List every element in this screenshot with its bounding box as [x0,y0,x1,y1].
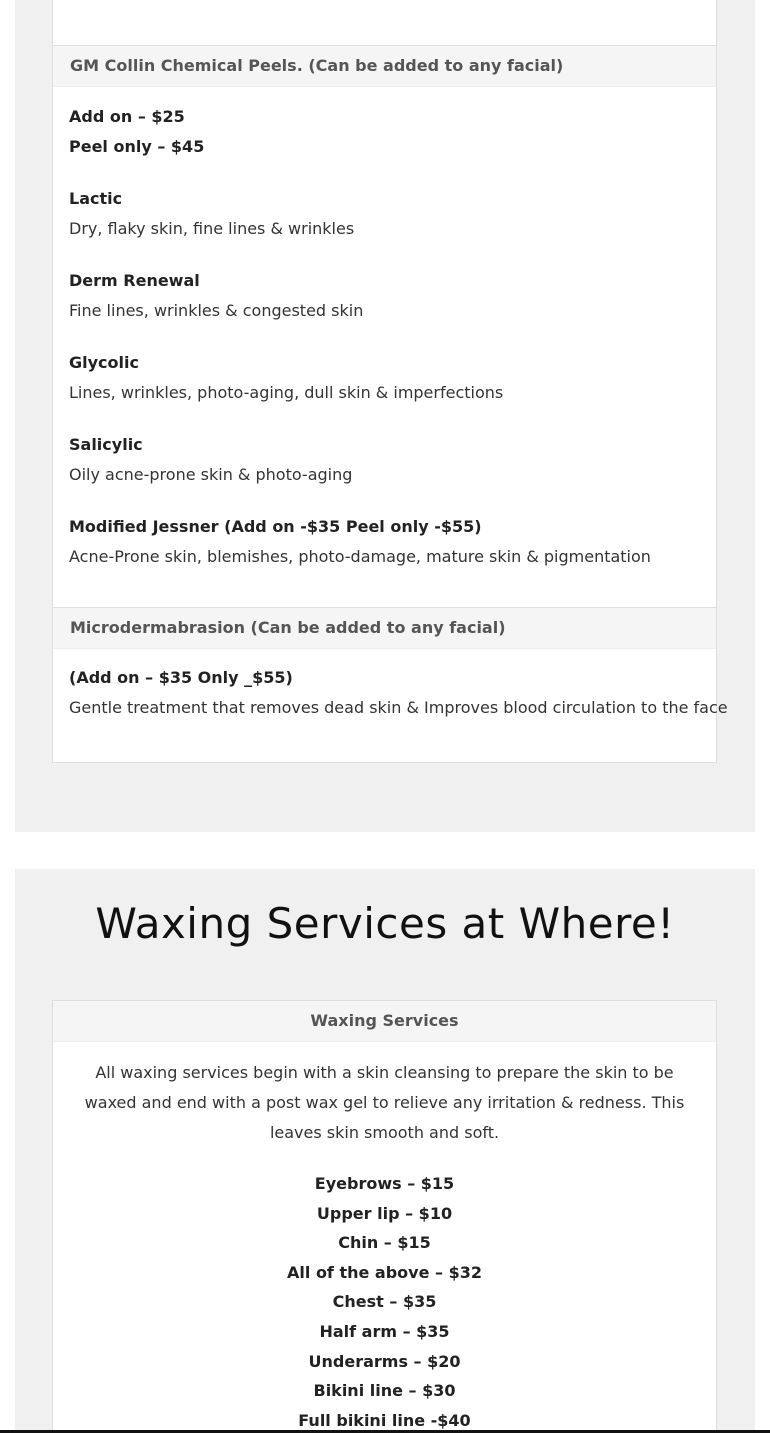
microdermabrasion-item [53,607,716,649]
wax-item-underarms: Underarms – $20 [308,1351,461,1371]
microdermabrasion-desc: Gentle treatment that removes dead skin & Improves blood circulation to the face [69,698,728,717]
waxing-panel [52,1000,717,1433]
peel-only-price: Peel only – $45 [69,137,205,156]
peel-desc-salicylic: Oily acne-prone skin & photo-aging [69,465,353,484]
peel-name-modified-jessner: Modified Jessner (Add on -$35 Peel only -$55) [69,517,482,536]
chemical-peels-header[interactable]: GM Collin Chemical Peels. (Can be added to any facial) [53,46,716,87]
chemical-peels-body [53,87,716,572]
microdermabrasion-body [53,648,728,723]
waxing-intro: All waxing services begin with a skin cleansing to prepare the skin to be waxed and end with a post wax gel to relieve any irritation & redness. This leaves skin smooth and soft. [84,1063,685,1142]
peel-name-salicylic: Salicylic [69,435,143,454]
waxing-price-list [53,1148,716,1433]
peel-name-glycolic: Glycolic [69,353,139,372]
wax-item-half-arm: Half arm – $35 [319,1321,450,1341]
previous-accordion-body [53,0,716,46]
wax-item-chest: Chest – $35 [332,1292,437,1312]
wax-item-upper-lip: Upper lip – $10 [316,1203,453,1223]
peel-desc-lactic: Dry, flaky skin, fine lines & wrinkles [69,219,355,238]
wax-item-all-above: All of the above – $32 [287,1262,482,1282]
waxing-title: Waxing Services at Where! [95,899,675,948]
peel-desc-derm-renewal: Fine lines, wrinkles & congested skin [69,301,364,320]
wax-item-chin: Chin – $15 [338,1233,431,1253]
wax-item-eyebrows: Eyebrows – $15 [314,1174,455,1193]
facial-addons-section [15,0,755,832]
microdermabrasion-header[interactable]: Microdermabrasion (Can be added to any facial) [53,608,716,649]
accordion-panel [52,0,728,763]
peel-desc-modified-jessner: Acne-Prone skin, blemishes, photo-damage, mature skin & pigmentation [69,547,651,566]
microdermabrasion-price: (Add on – $35 Only _$55) [69,668,293,687]
waxing-services-header[interactable]: Waxing Services [53,1001,716,1042]
waxing-section [15,869,755,1433]
peel-desc-glycolic: Lines, wrinkles, photo-aging, dull skin & imperfections [69,383,504,402]
peel-name-derm-renewal: Derm Renewal [69,271,200,290]
wax-item-bikini-line: Bikini line – $30 [313,1381,456,1401]
wax-item-full-bikini-line: Full bikini line -$40 [298,1410,471,1430]
peel-addon-price: Add on – $25 [69,107,185,126]
peel-name-lactic: Lactic [69,189,123,208]
